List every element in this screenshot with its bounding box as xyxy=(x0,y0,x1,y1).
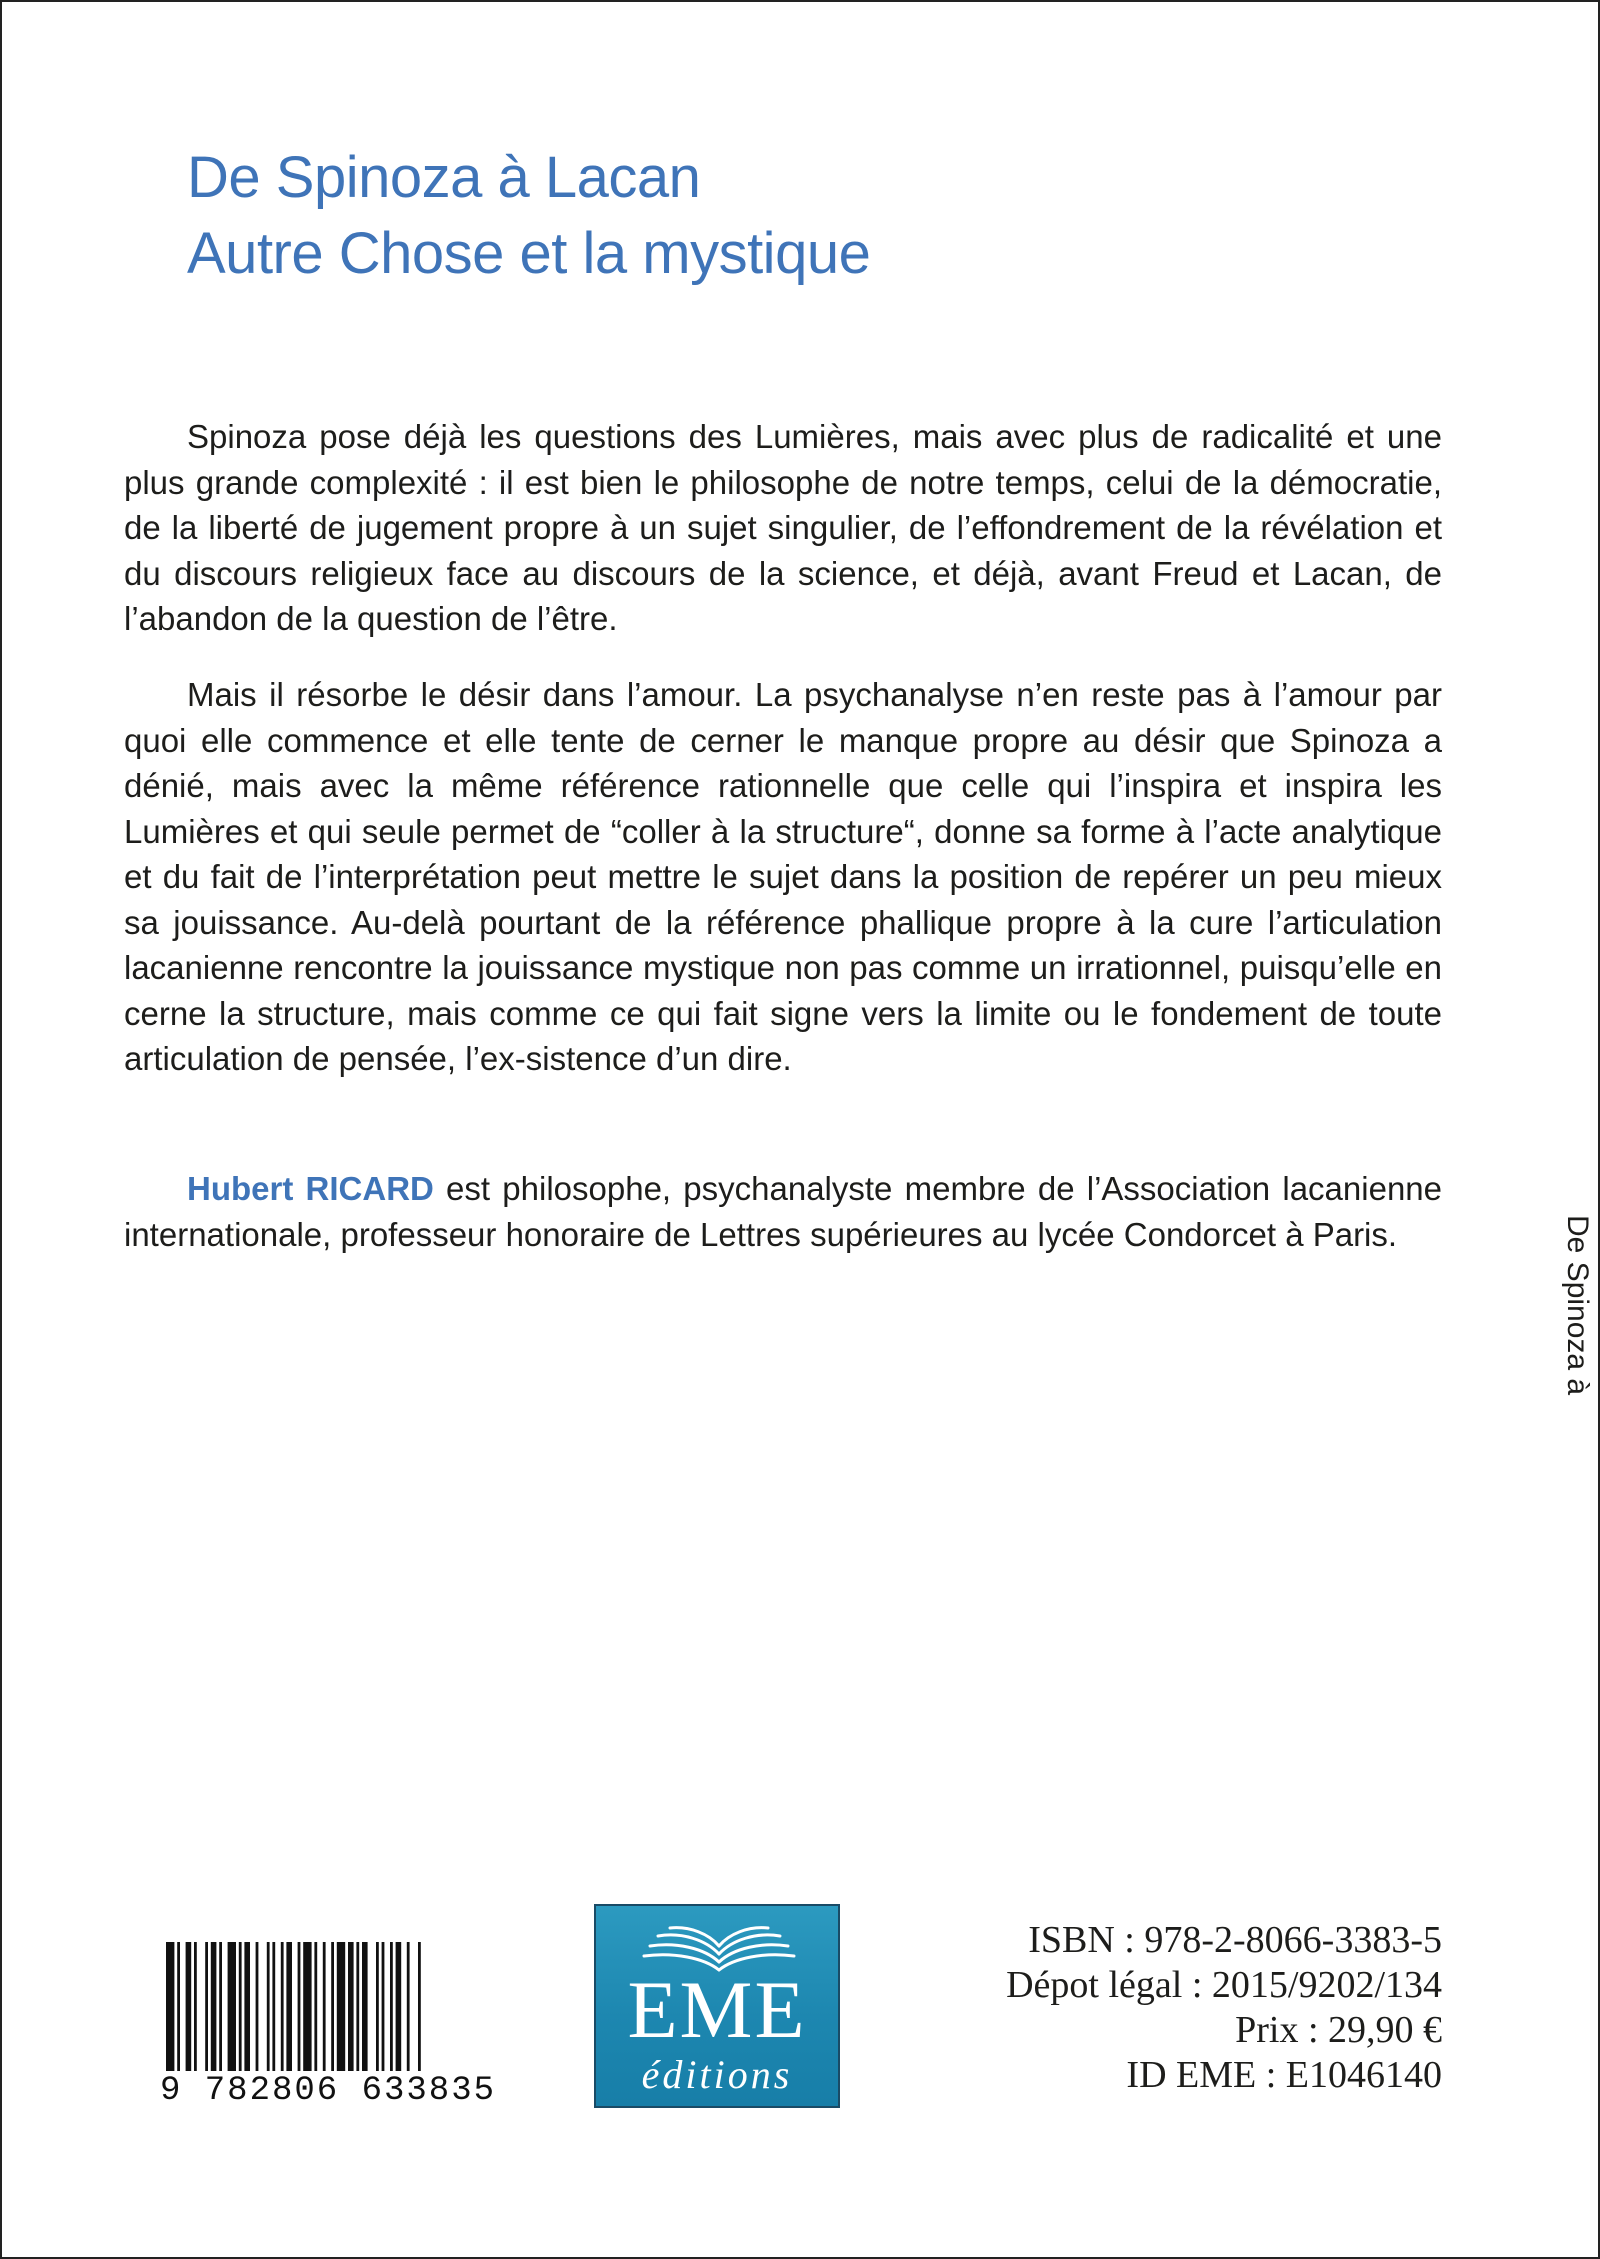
barcode-bar xyxy=(286,1942,292,2074)
barcode-bar xyxy=(177,1942,180,2074)
summary-paragraph-1 xyxy=(124,414,1442,642)
barcode-bar xyxy=(186,1942,192,2074)
barcode-bar xyxy=(382,1942,385,2074)
barcode-bar xyxy=(337,1942,345,2074)
author-bio-text xyxy=(124,1166,1442,1257)
barcode-digits: 9 782806 633835 xyxy=(148,2071,508,2111)
author-bio xyxy=(124,1166,1442,1257)
barcode-bar xyxy=(256,1942,259,2074)
barcode-bar xyxy=(303,1942,311,2074)
barcode-bar xyxy=(356,1942,359,2074)
barcode-bar xyxy=(219,1942,222,2074)
author-description: est philosophe, psychanalyste membre de l’Association lacanienne internationale, professeur honoraire de Lettres supérieures au lycée Condorcet à Paris. xyxy=(124,1170,1442,1253)
title-line-1: De Spinoza à Lacan xyxy=(187,145,701,210)
barcode-bar xyxy=(348,1942,354,2074)
barcode-bar xyxy=(166,1942,174,2074)
spine-text: De Spinoza à xyxy=(1561,1215,1594,1396)
book-title xyxy=(187,140,870,292)
depot-legal-label: Dépot légal : 2015/9202/134 xyxy=(1006,1964,1442,2006)
summary-paragraph-1-text: Spinoza pose déjà les questions des Lumières, mais avec plus de radicalité et une plus grande complexité : il est bien le philosophe de notre temps, celui de la démocratie, de la liberté de jugement propre à un sujet singulier, de l’effondrement de la révélation et du discours religieux face au discours de la science, et déjà, avant Freud et Lacan, de l’abandon de la question de l’être. xyxy=(124,418,1442,637)
barcode-bar xyxy=(390,1942,393,2074)
barcode-bar xyxy=(418,1942,421,2074)
barcode-bar xyxy=(331,1942,334,2074)
publisher-logo xyxy=(594,1904,840,2108)
barcode-bar xyxy=(314,1942,317,2074)
barcode-bar xyxy=(194,1942,197,2074)
id-eme-label: ID EME : E1046140 xyxy=(1126,2054,1442,2096)
title-line-2: Autre Chose et la mystique xyxy=(187,221,871,286)
barcode-bar xyxy=(298,1942,301,2074)
barcode-bar xyxy=(396,1942,402,2074)
barcode-bar xyxy=(211,1942,217,2074)
barcode-bar xyxy=(267,1942,270,2074)
publication-info xyxy=(1006,1918,1442,2098)
isbn-label: ISBN : 978-2-8066-3383-5 xyxy=(1028,1919,1442,1961)
author-name: Hubert RICARD xyxy=(187,1170,434,1207)
spine-text-fragment xyxy=(1561,1215,1598,1445)
publisher-logo-mark: EME xyxy=(627,1964,807,2055)
price-label: Prix : 29,90 € xyxy=(1235,2009,1442,2051)
summary-paragraph-2-text: Mais il résorbe le désir dans l’amour. La psychanalyse n’en reste pas à l’amour par quoi elle commence et elle tente de cerner le manque propre au désir que Spinoza a dénié, mais avec la même référence rationnelle que celle qui l’inspira et inspira les Lumières et qui seule permet de “coller à la structure“, donne sa forme à l’acte analytique et du fait de l’interprétation peut mettre le sujet dans la position de repérer un peu mieux sa jouissance. Au-delà pourtant de la référence phallique propre à la cure l’articulation lacanienne rencontre la jouissance mystique non pas comme un irrationnel, puisqu’elle en cerne la structure, mais comme ce qui fait signe vers la limite ou le fondement de toute articulation de pensée, l’ex-sistence d’un dire. xyxy=(124,676,1442,1077)
barcode-bar xyxy=(376,1942,379,2074)
barcode-bar xyxy=(205,1942,208,2074)
barcode-bar xyxy=(281,1942,284,2074)
barcode-bar xyxy=(407,1942,410,2074)
barcode-bar xyxy=(244,1942,250,2074)
barcode-bar xyxy=(228,1942,236,2074)
barcode-bar xyxy=(239,1942,242,2074)
isbn-barcode xyxy=(148,1942,508,2112)
summary-paragraph-2 xyxy=(124,672,1442,1082)
publisher-logo-subtitle: éditions xyxy=(641,2052,793,2097)
barcode-bar xyxy=(323,1942,326,2074)
barcode-bars xyxy=(148,1942,508,2074)
barcode-bar xyxy=(272,1942,275,2074)
barcode-bar xyxy=(362,1942,368,2074)
